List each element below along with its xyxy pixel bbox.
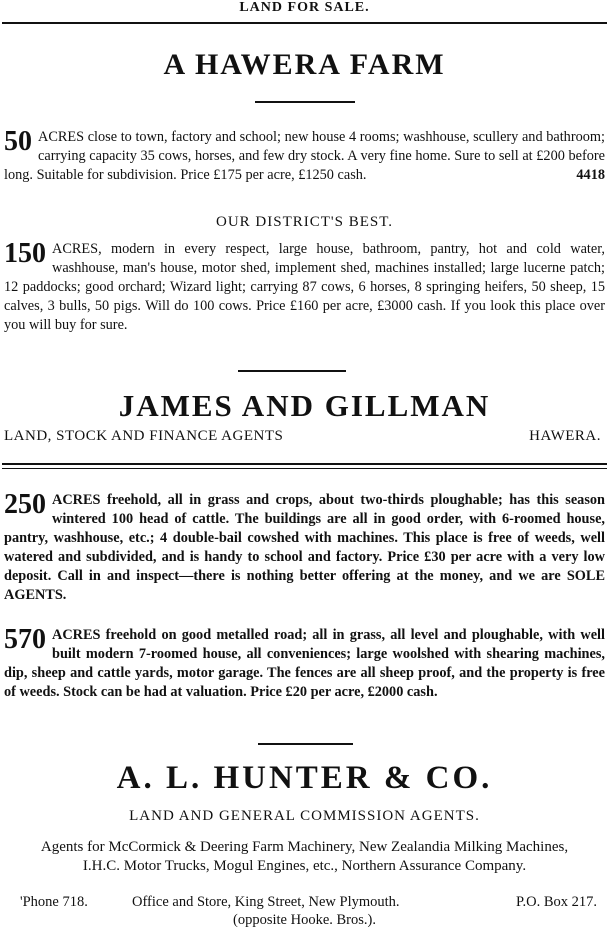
divider-rule [258, 743, 353, 745]
hunter-agencies: Agents for McCormick & Deering Farm Machinery, New Zealandia Milking Machines, I.H.C. Motor Trucks, Mogul Engines, etc., Northern Assurance Company. [40, 839, 569, 874]
hunter-phone: 'Phone 718. [20, 894, 88, 910]
listing-number: 250 [4, 489, 46, 520]
firm-rule-thin [2, 468, 607, 469]
listing-number: 50 [4, 126, 32, 157]
listing-text: ACRES close to town, factory and school; new house 4 rooms; washhouse, scullery and bathroom; carrying capacity 35 cows, horses, and few dry stock. A very fine home. Sure to sell at £200 before long. Suitable for subdivision. Price £175 per acre, £1250 cash. [4, 129, 605, 183]
listing-150-acres [4, 240, 605, 358]
listing-text: ACRES freehold on good metalled road; all in grass, all level and ploughable, with well built modern 7-roomed house, all conveniences; large woolshed with shearing machines, dip, sheep and cattle yards, motor garage. The fences are all sheep proof, and the property is free of weeds. Stock can be had at valuation. Price £20 per acre, £2000 cash. [4, 627, 605, 700]
listing-250-acres [4, 491, 605, 631]
listing-number: 570 [4, 624, 46, 655]
district-heading: OUR DISTRICT'S BEST. [215, 214, 394, 230]
firm-name: JAMES AND GILLMAN [118, 388, 491, 423]
firm-rule [2, 463, 607, 465]
hunter-office: Office and Store, King Street, New Plymouth. [132, 894, 400, 910]
listing-text: ACRES, modern in every respect, large house, bathroom, pantry, hot and cold water, washhouse, man's house, motor shed, implement shed, machines installed; large lucerne patch; 12 paddocks; good orchard; Wizard light; carrying 87 cows, 6 horses, 8 springing heifers, 50 sheep, 15 calves, 3 bulls, 50 pigs. Will do 100 cows. Price £160 per acre, £3000 cash. If you look this place over you will buy for sure. [4, 241, 605, 333]
divider-rule [238, 370, 346, 372]
hunter-po-box: P.O. Box 217. [516, 894, 597, 910]
firm-subtitle-row [4, 428, 605, 445]
listing-reference: 4418 [576, 167, 605, 183]
firm-subtitle: LAND, STOCK AND FINANCE AGENTS [4, 428, 284, 444]
listing-text: ACRES freehold, all in grass and crops, about two-thirds ploughable; has this season wintered 100 head of cattle. The buildings are all in good order, with 6-roomed house, pantry, washhouse, etc.; 4 double-bail cowshed with machines. This place is free of weeds, well watered and subdivided, and is handy to school and factory. Price £30 per acre with a very low deposit. Call in and inspect—there is nothing better offering at the money, and we are SOLE AGENTS. [4, 492, 605, 603]
listing-number: 150 [4, 238, 46, 269]
firm-town: HAWERA. [529, 428, 601, 444]
hunter-subtitle: LAND AND GENERAL COMMISSION AGENTS. [129, 808, 480, 824]
listing-570-acres [4, 626, 605, 726]
farm-ad-title: A HAWERA FARM [163, 48, 446, 81]
hunter-opposite: (opposite Hooke. Bros.). [233, 912, 376, 928]
title-underline [255, 101, 355, 103]
heading-rule [2, 22, 607, 24]
section-heading: LAND FOR SALE. [239, 0, 370, 15]
hunter-firm-name: A. L. HUNTER & CO. [116, 760, 493, 796]
listing-50-acres [4, 128, 605, 208]
